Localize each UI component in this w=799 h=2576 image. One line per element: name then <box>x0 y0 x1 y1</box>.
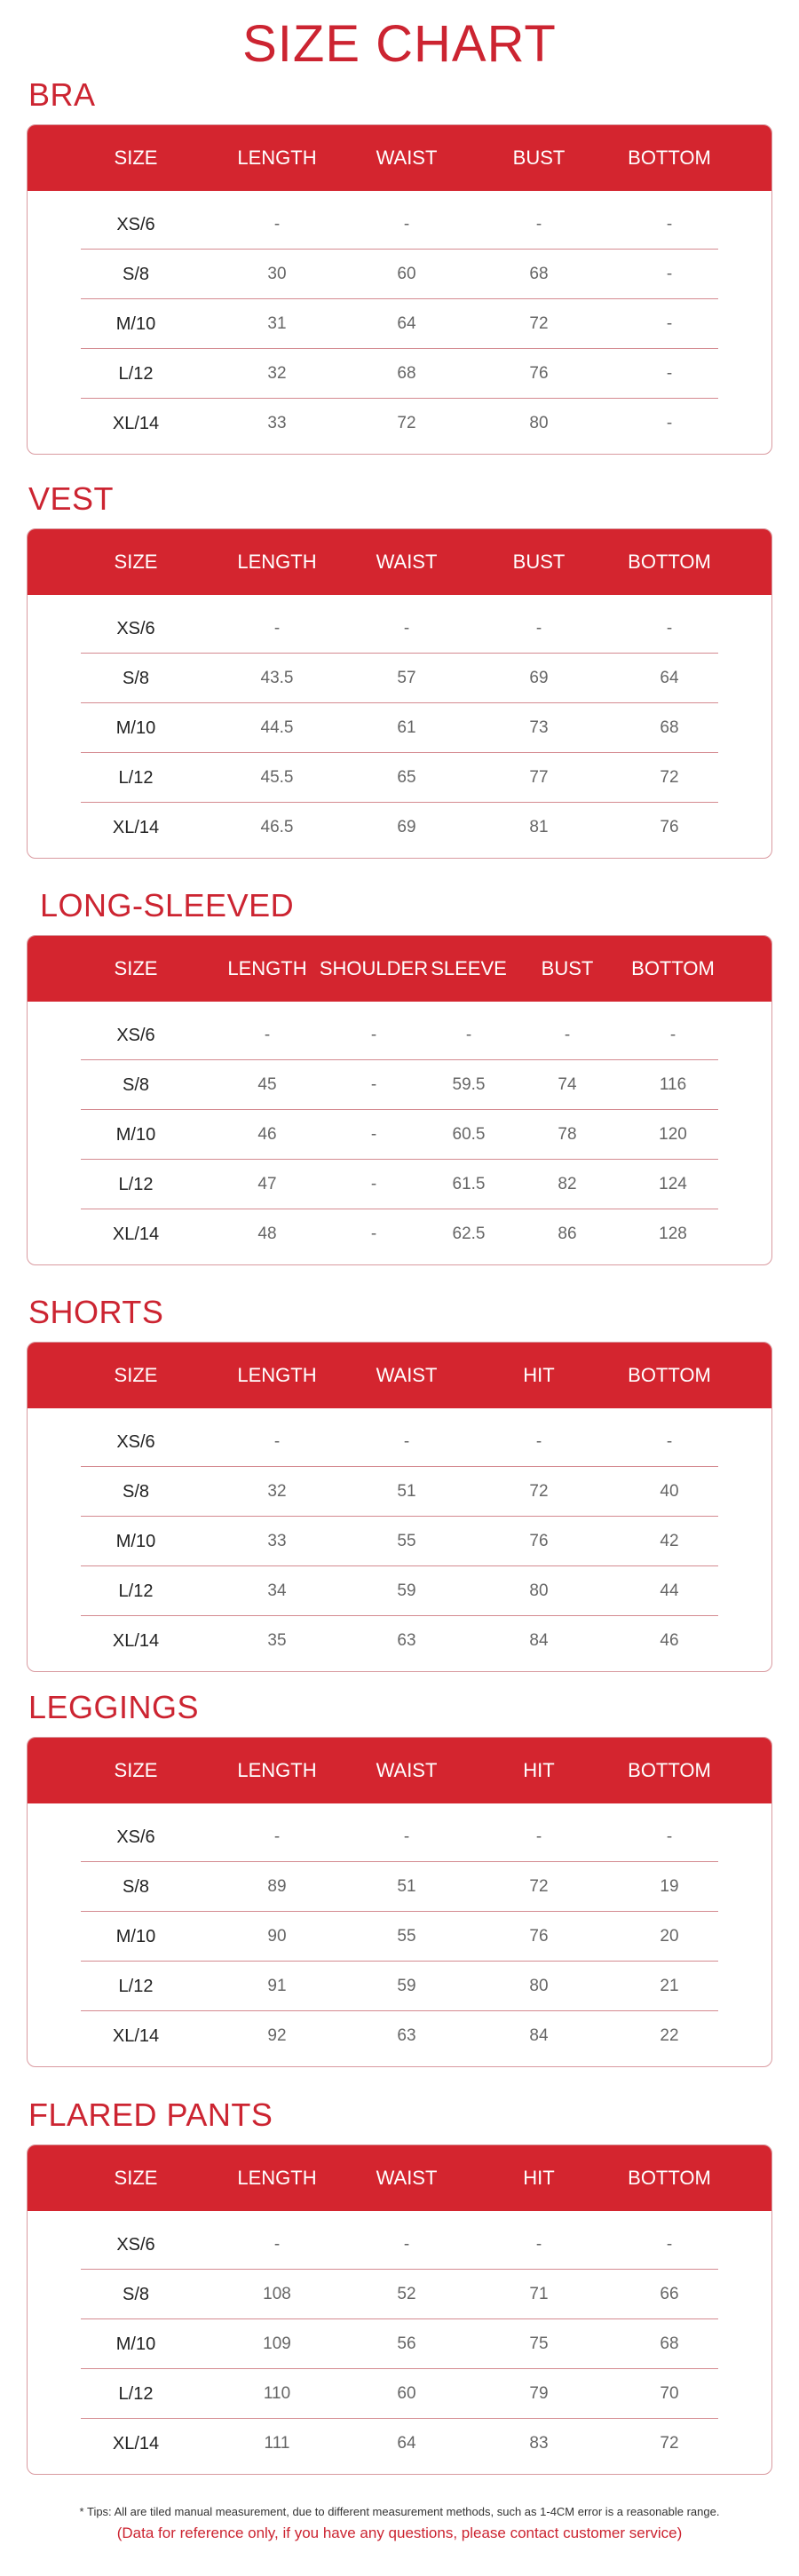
table-header <box>28 1343 771 1408</box>
value-cell: 32 <box>267 1482 287 1501</box>
value-cell: 57 <box>397 669 416 687</box>
value-cell: 110 <box>263 2384 291 2403</box>
value-cell: - <box>370 1075 377 1094</box>
value-cell: 60 <box>397 2384 416 2403</box>
column-header: SLEEVE <box>431 957 507 979</box>
column-header: SIZE <box>114 1759 158 1781</box>
column-header: WAIST <box>376 147 438 169</box>
value-cell: 64 <box>660 669 679 687</box>
value-cell: - <box>666 414 673 432</box>
value-cell: - <box>403 619 410 638</box>
column-header: LENGTH <box>237 2167 317 2189</box>
size-cell: M/10 <box>115 2334 156 2354</box>
table-row <box>28 654 771 703</box>
size-cell: XL/14 <box>112 1631 160 1651</box>
value-cell: 48 <box>257 1225 277 1243</box>
section-title: LEGGINGS <box>28 1689 200 1725</box>
table-row <box>28 1616 771 1666</box>
size-cell: M/10 <box>115 718 156 738</box>
table-header <box>28 2145 771 2211</box>
value-cell: - <box>666 2235 673 2254</box>
value-cell: 55 <box>397 1532 416 1550</box>
value-cell: - <box>273 215 281 234</box>
value-cell: 77 <box>529 768 549 787</box>
table-row <box>28 349 771 399</box>
value-cell: - <box>273 2235 281 2254</box>
column-header: BOTTOM <box>628 1364 711 1386</box>
value-cell: 46.5 <box>260 818 294 836</box>
value-cell: 76 <box>529 1532 549 1550</box>
value-cell: 64 <box>397 2434 416 2453</box>
value-cell: 47 <box>257 1175 277 1193</box>
value-cell: 86 <box>558 1225 577 1243</box>
value-cell: 60.5 <box>452 1125 486 1144</box>
value-cell: 81 <box>529 818 549 836</box>
size-cell: L/12 <box>118 1977 154 1996</box>
value-cell: 65 <box>397 768 416 787</box>
size-cell: XS/6 <box>116 2235 155 2255</box>
value-cell: 33 <box>267 414 287 432</box>
size-cell: XL/14 <box>112 2434 160 2453</box>
size-cell: XL/14 <box>112 2026 160 2046</box>
size-table <box>27 2144 772 2475</box>
reference-note: (Data for reference only, if you have any questions, please contact customer service) <box>116 2524 683 2541</box>
value-cell: 63 <box>397 1631 416 1650</box>
size-cell: L/12 <box>118 364 154 384</box>
size-table <box>27 1737 772 2067</box>
table-header <box>28 125 771 191</box>
value-cell: 64 <box>397 314 416 333</box>
column-header: BUST <box>541 957 594 979</box>
value-cell: 19 <box>660 1877 679 1896</box>
value-cell: 74 <box>558 1075 577 1094</box>
value-cell: 116 <box>659 1075 687 1094</box>
value-cell: - <box>403 215 410 234</box>
value-cell: - <box>535 2235 542 2254</box>
column-header: LENGTH <box>237 551 317 573</box>
size-table <box>27 935 772 1265</box>
column-header: HIT <box>523 1364 555 1386</box>
value-cell: - <box>465 1026 472 1044</box>
value-cell: 60 <box>397 265 416 283</box>
value-cell: 44 <box>660 1581 679 1600</box>
table-row <box>28 1110 771 1160</box>
table-row <box>28 1912 771 1962</box>
value-cell: 75 <box>529 2334 549 2353</box>
value-cell: 68 <box>660 718 679 737</box>
value-cell: 63 <box>397 2026 416 2045</box>
size-cell: XS/6 <box>116 619 155 638</box>
value-cell: 30 <box>267 265 287 283</box>
value-cell: 91 <box>267 1977 287 1995</box>
size-cell: M/10 <box>115 1927 156 1946</box>
table-header <box>28 1738 771 1803</box>
value-cell: 22 <box>660 2026 679 2045</box>
value-cell: 84 <box>529 2026 549 2045</box>
size-cell: S/8 <box>122 1075 150 1095</box>
value-cell: - <box>403 2235 410 2254</box>
column-header: WAIST <box>376 1759 438 1781</box>
value-cell: 76 <box>529 364 549 383</box>
column-header: BOTTOM <box>628 147 711 169</box>
size-cell: XL/14 <box>112 818 160 837</box>
value-cell: 62.5 <box>452 1225 486 1243</box>
table-row <box>28 1160 771 1209</box>
table-row <box>28 1417 771 1467</box>
size-cell: S/8 <box>122 1482 150 1502</box>
page-title: SIZE CHART <box>242 15 557 73</box>
value-cell: - <box>666 265 673 283</box>
value-cell: 69 <box>529 669 549 687</box>
value-cell: 68 <box>397 364 416 383</box>
column-header: SIZE <box>114 2167 158 2189</box>
value-cell: 45.5 <box>260 768 294 787</box>
value-cell: 59.5 <box>452 1075 486 1094</box>
value-cell: 32 <box>267 364 287 383</box>
size-cell: XS/6 <box>116 1432 155 1452</box>
size-table <box>27 528 772 859</box>
value-cell: - <box>666 215 673 234</box>
column-header: SIZE <box>114 957 158 979</box>
value-cell: 31 <box>267 314 287 333</box>
value-cell: 71 <box>529 2285 549 2303</box>
value-cell: 82 <box>558 1175 577 1193</box>
value-cell: - <box>666 314 673 333</box>
table-row <box>28 200 771 250</box>
value-cell: - <box>370 1125 377 1144</box>
value-cell: 66 <box>660 2285 679 2303</box>
column-header: SIZE <box>114 147 158 169</box>
column-header: HIT <box>523 1759 555 1781</box>
table-row <box>28 2220 771 2270</box>
size-cell: XL/14 <box>112 1225 160 1244</box>
size-cell: M/10 <box>115 314 156 334</box>
value-cell: 73 <box>529 718 549 737</box>
value-cell: 72 <box>660 2434 679 2453</box>
table-row <box>28 2369 771 2419</box>
column-header: BOTTOM <box>628 2167 711 2189</box>
table-row <box>28 1467 771 1517</box>
value-cell: 78 <box>558 1125 577 1144</box>
column-header: LENGTH <box>237 1364 317 1386</box>
size-cell: S/8 <box>122 265 150 284</box>
value-cell: 46 <box>660 1631 679 1650</box>
value-cell: 76 <box>660 818 679 836</box>
tips-text: * Tips: All are tiled manual measurement, due to different measurement methods, such as 1-4CM error is a reasonable range. <box>79 2505 720 2518</box>
value-cell: 68 <box>529 265 549 283</box>
value-cell: 43.5 <box>260 669 294 687</box>
column-header: SHOULDER <box>319 957 429 979</box>
value-cell: - <box>669 1026 676 1044</box>
size-cell: S/8 <box>122 1877 150 1897</box>
value-cell: 34 <box>267 1581 287 1600</box>
column-header: BOTTOM <box>631 957 715 979</box>
column-header: BOTTOM <box>628 1759 711 1781</box>
value-cell: 108 <box>263 2285 291 2303</box>
value-cell: 40 <box>660 1482 679 1501</box>
value-cell: - <box>535 1827 542 1846</box>
column-header: BOTTOM <box>628 551 711 573</box>
value-cell: 72 <box>529 1482 549 1501</box>
column-header: WAIST <box>376 2167 438 2189</box>
value-cell: 51 <box>397 1482 416 1501</box>
value-cell: - <box>273 1432 281 1451</box>
value-cell: 33 <box>267 1532 287 1550</box>
value-cell: 124 <box>659 1175 687 1193</box>
value-cell: 79 <box>529 2384 549 2403</box>
value-cell: 128 <box>659 1225 687 1243</box>
size-cell: L/12 <box>118 768 154 788</box>
table-row <box>28 2270 771 2319</box>
value-cell: - <box>666 619 673 638</box>
table-row <box>28 1011 771 1060</box>
value-cell: - <box>666 1827 673 1846</box>
value-cell: - <box>535 1432 542 1451</box>
value-cell: 52 <box>397 2285 416 2303</box>
column-header: BUST <box>512 551 566 573</box>
value-cell: 80 <box>529 414 549 432</box>
value-cell: 92 <box>267 2026 287 2045</box>
value-cell: 84 <box>529 1631 549 1650</box>
value-cell: 20 <box>660 1927 679 1946</box>
value-cell: - <box>370 1175 377 1193</box>
column-header: HIT <box>523 2167 555 2189</box>
size-cell: S/8 <box>122 2285 150 2304</box>
table-row <box>28 1060 771 1110</box>
size-cell: S/8 <box>122 669 150 688</box>
value-cell: - <box>264 1026 271 1044</box>
section-title: BRA <box>28 76 96 113</box>
size-cell: M/10 <box>115 1125 156 1145</box>
section-title: SHORTS <box>28 1294 164 1330</box>
value-cell: 83 <box>529 2434 549 2453</box>
table-row <box>28 2319 771 2369</box>
value-cell: 59 <box>397 1581 416 1600</box>
section-title: VEST <box>28 480 115 517</box>
table-row <box>28 1566 771 1616</box>
table-row <box>28 1209 771 1259</box>
table-row <box>28 703 771 753</box>
value-cell: - <box>666 364 673 383</box>
value-cell: 72 <box>529 314 549 333</box>
value-cell: - <box>535 619 542 638</box>
column-header: BUST <box>512 147 566 169</box>
value-cell: 90 <box>267 1927 287 1946</box>
column-header: LENGTH <box>227 957 307 979</box>
size-cell: XL/14 <box>112 414 160 433</box>
table-row <box>28 2419 771 2469</box>
column-header: WAIST <box>376 551 438 573</box>
table-header <box>28 936 771 1002</box>
table-row <box>28 1517 771 1566</box>
value-cell: 120 <box>659 1125 687 1144</box>
value-cell: 56 <box>397 2334 416 2353</box>
size-cell: XS/6 <box>116 1827 155 1847</box>
size-table <box>27 124 772 455</box>
value-cell: 45 <box>257 1075 277 1094</box>
value-cell: 51 <box>397 1877 416 1896</box>
table-row <box>28 1812 771 1862</box>
value-cell: 61 <box>397 718 416 737</box>
size-cell: XS/6 <box>116 215 155 234</box>
value-cell: 80 <box>529 1977 549 1995</box>
section-title: FLARED PANTS <box>28 2096 273 2133</box>
value-cell: 72 <box>660 768 679 787</box>
table-row <box>28 399 771 448</box>
size-cell: M/10 <box>115 1532 156 1551</box>
table-row <box>28 2011 771 2061</box>
table-row <box>28 1862 771 1912</box>
table-row <box>28 803 771 852</box>
value-cell: - <box>273 619 281 638</box>
value-cell: 72 <box>529 1877 549 1896</box>
table-row <box>28 1962 771 2011</box>
value-cell: 72 <box>397 414 416 432</box>
column-header: LENGTH <box>237 1759 317 1781</box>
size-cell: XS/6 <box>116 1026 155 1045</box>
size-table <box>27 1342 772 1672</box>
table-row <box>28 604 771 654</box>
value-cell: - <box>370 1026 377 1044</box>
value-cell: - <box>273 1827 281 1846</box>
value-cell: 109 <box>263 2334 291 2353</box>
table-row <box>28 250 771 299</box>
value-cell: 80 <box>529 1581 549 1600</box>
value-cell: 68 <box>660 2334 679 2353</box>
value-cell: 55 <box>397 1927 416 1946</box>
column-header: LENGTH <box>237 147 317 169</box>
value-cell: - <box>370 1225 377 1243</box>
value-cell: 21 <box>660 1977 679 1995</box>
value-cell: 44.5 <box>260 718 294 737</box>
value-cell: 70 <box>660 2384 679 2403</box>
value-cell: 35 <box>267 1631 287 1650</box>
column-header: SIZE <box>114 1364 158 1386</box>
value-cell: - <box>564 1026 571 1044</box>
value-cell: - <box>535 215 542 234</box>
value-cell: - <box>666 1432 673 1451</box>
table-header <box>28 529 771 595</box>
section-title: LONG-SLEEVED <box>40 887 295 923</box>
column-header: SIZE <box>114 551 158 573</box>
size-cell: L/12 <box>118 2384 154 2404</box>
value-cell: 69 <box>397 818 416 836</box>
value-cell: 46 <box>257 1125 277 1144</box>
table-row <box>28 299 771 349</box>
column-header: WAIST <box>376 1364 438 1386</box>
table-row <box>28 753 771 803</box>
size-cell: L/12 <box>118 1175 154 1194</box>
value-cell: 76 <box>529 1927 549 1946</box>
value-cell: 42 <box>660 1532 679 1550</box>
value-cell: 89 <box>267 1877 287 1896</box>
value-cell: - <box>403 1432 410 1451</box>
value-cell: 59 <box>397 1977 416 1995</box>
value-cell: 61.5 <box>452 1175 486 1193</box>
value-cell: - <box>403 1827 410 1846</box>
value-cell: 111 <box>264 2434 290 2453</box>
size-cell: L/12 <box>118 1581 154 1601</box>
